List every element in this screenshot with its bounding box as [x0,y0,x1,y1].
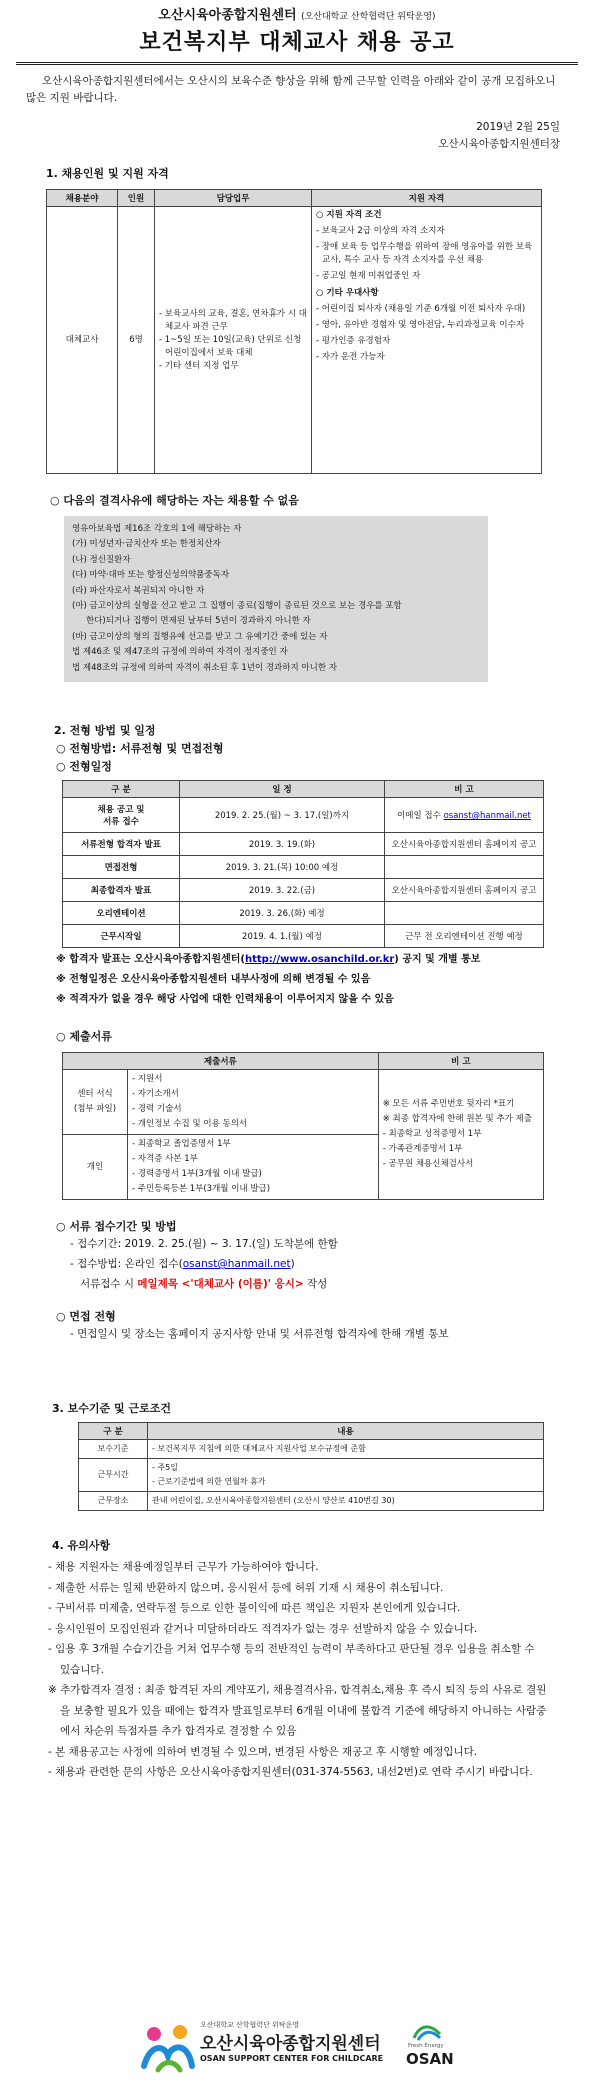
schedule-col-date: 일 정 [180,781,385,798]
schedule-remark [385,856,544,879]
notice-title: 보건복지부 대체교사 채용 공고 [139,30,455,55]
conditions-header-row [79,1423,544,1440]
doc-item: - 자기소개서 [132,1089,179,1100]
schedule-date: 2019. 3. 26.(화) 예정 [180,902,385,925]
notice-issuer: 오산시육아종합지원센터장 [438,138,560,150]
org-note: (오산대학교 산학협력단 위탁운영) [301,12,436,22]
submission-title: ○ 서류 접수기간 및 방법 [56,1220,177,1234]
child-figure-icon [140,2022,196,2074]
osan-city-symbol-icon [412,2022,442,2042]
conditions-col-content: 내용 [148,1423,544,1440]
subject-post: 작성 [303,1278,328,1291]
disq-line: (나) 정신질환자 [72,554,131,565]
method-text-end: ) [290,1258,295,1271]
schedule-date: 2019. 4. 1.(월) 예정 [180,925,385,948]
submission-period: - 접수기간: 2019. 2. 25.(월) ~ 3. 17.(일) 도착분에 한함 [70,1238,338,1251]
recruit-header-row [47,190,542,207]
condition-line: - 근로기준법에 의한 연월차 휴가 [152,1477,266,1487]
col-duties: 담당업무 [155,190,312,207]
selection-method: ○ 전형방법: 서류전형 및 면접전형 [56,742,224,756]
logo-name: 오산시육아종합지원센터 [200,2034,381,2054]
notice-item: - 제출한 서류는 일체 반환하지 않으며, 응시원서 등에 허위 기재 시 채용이 취소됩니다. [48,1581,444,1594]
recruit-row [47,207,542,474]
pref-item: - 자가 운전 가능자 [316,352,385,362]
doc-group-items [128,1135,379,1200]
notice-item: - 채용 지원자는 채용예정일부터 근무가 가능하여야 합니다. [48,1561,319,1574]
conditions-row [79,1492,544,1511]
notice-date: 2019년 2월 25일 [476,121,560,133]
interview-title: ○ 면접 전형 [56,1310,116,1324]
schedule-notes [56,950,594,1010]
doc-remark: ※ 최종 합격자에 한해 원본 및 추가 제출 [382,1114,532,1125]
documents-col-docs: 제출서류 [63,1053,379,1070]
disq-line: 법 제46조 및 제47조의 규정에 의하여 자격이 정지중인 자 [72,647,288,658]
schedule-category: 오리엔테이션 [63,902,180,925]
field-cell: 대체교사 [47,207,118,474]
notice-item: ※ 추가합격자 결정 : 최종 합격된 자의 계약포기, 채용결격사유, 합격취소,채용 후 즉시 퇴직 등의 사유로 결원을 보충할 필요가 있을 때에는 합격자 발표일로부터 6개월 이내에 불합격 기준에 해당하지 아니하는 사람중에서 차순위 득점자를 추가 합격자로 결정할 수 있음 [48,1684,547,1738]
condition-line: - 주5일 [152,1463,178,1473]
req-title: ○ 지원 자격 조건 [316,210,382,220]
note-no-hire: ※ 적격자가 없을 경우 해당 사업에 대한 인력채용이 이루어지지 않을 수 있음 [56,994,394,1006]
doc-item: - 개인정보 수집 및 이용 동의서 [132,1119,248,1130]
schedule-header-row [63,781,544,798]
condition-value: 관내 어린이집, 오산시육아종합지원센터 (오산시 양산로 410번길 30) [148,1492,544,1511]
documents-col-remark: 비 고 [378,1053,543,1070]
documents-row-center [63,1070,544,1135]
doc-group-label: 개인 [63,1135,128,1200]
schedule-date: 2019. 3. 19.(화) [180,833,385,856]
section-4-title: 4. 유의사항 [52,1539,111,1553]
doc-remark: - 최종학교 성적증명서 1부 [382,1129,482,1140]
count-cell: 6명 [118,207,155,474]
col-requirements: 지원 자격 [312,190,542,207]
logo-english: OSAN SUPPORT CENTER FOR CHILDCARE [200,2054,384,2063]
col-count: 인원 [118,190,155,207]
intro-paragraph: 오산시육아종합지원센터에서는 오산시의 보육수준 향상을 위해 함께 근무할 인력을 아래와 같이 공개 모집하오니 많은 지원 바랍니다. [26,75,556,104]
schedule-title: ○ 전형일정 [56,760,112,774]
method-text: - 접수방법: 온라인 접수( [70,1258,183,1271]
section-1-title: 1. 채용인원 및 지원 자격 [46,167,169,180]
pref-item: - 평가인증 유경험자 [316,336,391,346]
doc-item: - 경력 기술서 [132,1104,182,1115]
req-item: - 공고일 현재 미취업중인 자 [316,271,421,281]
recruit-table [46,189,542,474]
pref-title: ○ 기타 우대사항 [316,288,379,298]
documents-remarks [378,1070,543,1200]
city-slogan: Fresh Energy [408,2043,444,2049]
doc-item: - 주민등록등본 1부(3개월 이내 발급) [132,1184,271,1195]
title-divider [16,62,578,65]
schedule-date: 2019. 2. 25.(월) ~ 3. 17.(일)까지 [180,798,385,833]
website-link[interactable]: http://www.osanchild.or.kr [244,954,395,966]
pref-item: - 영아, 유아반 경험자 및 영아전담, 누리과정교육 이수자 [316,320,525,330]
disq-line: 한다)되거나 집행이 면제된 날부터 5년이 경과하지 아니한 자 [86,616,311,627]
duties-cell [155,207,312,474]
schedule-col-remark: 비 고 [385,781,544,798]
schedule-date: 2019. 3. 21.(목) 10:00 예정 [180,856,385,879]
notice-date-block [0,119,560,153]
notice-item: - 본 채용공고는 사정에 의하여 변경될 수 있으며, 변경된 사항은 재공고 후 시행할 예정입니다. [48,1745,478,1758]
conditions-col-category: 구 분 [79,1423,148,1440]
doc-remark: - 공무원 채용신체검사서 [382,1159,474,1170]
schedule-remark: 이메일 접수 osanst@hanmail.net [385,798,544,833]
center-logo [140,2018,460,2076]
doc-group-label: 센터 서식 (첨부 파일) [63,1070,128,1135]
documents-header-row [63,1053,544,1070]
city-name: OSAN [406,2050,454,2068]
notice-item: - 채용과 관련한 문의 사항은 오산시육아종합지원센터(031-374-5563, 내선2번)로 연락 주시기 바랍니다. [48,1766,533,1779]
schedule-remark: 근무 전 오리엔테이션 진행 예정 [385,925,544,948]
condition-key: 근무장소 [79,1492,148,1511]
conditions-row [79,1459,544,1492]
logo-small-text: 오산대학교 산학협력단 위탁운영 [200,2021,300,2029]
notice-item: - 구비서류 미제출, 연락두절 등으로 인한 불이익에 따른 책임은 지원자 본인에게 있습니다. [48,1602,461,1615]
doc-remark: ※ 모든 서류 주민번호 뒷자리 *표기 [382,1099,515,1110]
subject-pre: 서류접수 시 [80,1278,138,1291]
schedule-row [63,879,544,902]
org-name: 오산시육아종합지원센터 [158,8,297,23]
disq-line: (마) 금고이상의 실형을 선고 받고 그 집행이 종료(집행이 종료된 것으로 보는 경우를 포함 [72,601,402,612]
notice-items [48,1557,548,1783]
notice-item: - 응시인원이 모집인원과 같거나 미달하더라도 적격자가 없는 경우 선발하지 않을 수 있습니다. [48,1622,478,1635]
doc-item: - 경력증명서 1부(3개월 이내 발급) [132,1169,262,1180]
schedule-category: 면접전형 [63,856,180,879]
doc-group-items [128,1070,379,1135]
submission-email-link[interactable]: osanst@hanmail.net [182,1258,291,1271]
doc-remark: - 가족관계증명서 1부 [382,1144,463,1155]
pref-item: - 어린이집 퇴사자 (채용일 기준 6개월 이전 퇴사자 우대) [316,304,526,314]
duty-item: - 기타 센터 지정 업무 [159,360,239,371]
req-item: - 보육교사 2급 이상의 자격 소지자 [316,226,445,236]
disq-line: (다) 마약·대마 또는 향정신성의약품중독자 [72,570,230,581]
condition-value: - 보건복지부 지침에 의한 대체교사 지원사업 보수규정에 준함 [148,1440,544,1459]
email-subject-instruction [70,1274,540,1294]
disq-line: (가) 미성년자·금치산자 또는 한정치산자 [72,539,221,550]
disq-line: 영유아보육법 제16조 각호의 1에 해당하는 자 [72,524,242,534]
req-item: - 장애 보육 등 업무수행을 위하여 장애 영유아를 위한 보육교사, 특수 교사 등 자격 소지자를 우선 채용 [316,242,533,265]
interview-text: - 면접일시 및 장소는 홈페이지 공지사항 안내 및 서류전형 합격자에 한해 개별 통보 [70,1328,449,1341]
duty-item: - 1~5일 또는 10일(교육) 단위로 신청 어린이집에서 보육 대체 [159,334,302,358]
schedule-col-category: 구 분 [63,781,180,798]
schedule-row [63,902,544,925]
center-name-header [0,0,594,23]
schedule-remark: 오산시육아종합지원센터 홈페이지 공고 [385,833,544,856]
subject-format: 메일제목 <'대체교사 (이름)' 응시> [137,1278,304,1291]
schedule-date: 2019. 3. 22.(금) [180,879,385,902]
schedule-row [63,833,544,856]
submission-details [70,1234,540,1294]
schedule-remark: 오산시육아종합지원센터 홈페이지 공고 [385,879,544,902]
conditions-row [79,1440,544,1459]
note-schedule-change: ※ 전형일정은 오산시육아종합지원센터 내부사정에 의해 변경될 수 있음 [56,974,371,986]
notice-item: - 임용 후 3개월 수습기간을 거쳐 업무수행 등의 전반적인 능력이 부족하다고 판단될 경우 임용을 취소할 수 있습니다. [48,1643,535,1676]
schedule-category: 서류전형 합격자 발표 [63,833,180,856]
submission-method [70,1254,540,1274]
email-link[interactable]: osanst@hanmail.net [443,811,531,822]
disq-line: 법 제48조의 규정에 의하여 자격이 취소된 후 1년이 경과하지 아니한 자 [72,662,337,673]
condition-key: 근무시간 [79,1459,148,1492]
conditions-table [78,1422,544,1511]
schedule-remark [385,902,544,925]
section-2-title: 2. 전형 방법 및 일정 [54,724,156,738]
schedule-category: 최종합격자 발표 [63,879,180,902]
doc-item: - 최종학교 졸업증명서 1부 [132,1139,231,1150]
col-field: 채용분야 [47,190,118,207]
disqualification-box [64,516,488,682]
disqualification-title: ○ 다음의 결격사유에 해당하는 자는 채용할 수 없음 [50,494,299,507]
schedule-row [63,856,544,879]
disq-line: (바) 금고이상의 형의 집행유예 선고를 받고 그 유예기간 중에 있는 자 [72,631,328,642]
schedule-category: 근무시작일 [63,925,180,948]
schedule-row [63,798,544,833]
schedule-category: 채용 공고 및 서류 접수 [63,798,180,833]
note-announcement: ※ 합격자 발표는 오산시육아종합지원센터(http://www.osanchild.or.kr) 공지 및 개별 통보 [56,954,481,966]
section-3-title: 3. 보수기준 및 근로조건 [52,1402,171,1416]
doc-item: - 자격증 사본 1부 [132,1154,198,1165]
duty-item: - 보육교사의 교육, 결혼, 연차휴가 시 대체교사 파견 근무 [159,308,307,332]
condition-key: 보수기준 [79,1440,148,1459]
condition-value [148,1459,544,1492]
documents-table [62,1052,544,1200]
disq-line: (라) 파산자로서 복권되지 아니한 자 [72,585,205,596]
doc-item: - 지원서 [132,1074,163,1085]
schedule-table [62,780,544,948]
schedule-row [63,925,544,948]
requirements-cell [312,207,542,474]
documents-title: ○ 제출서류 [56,1030,112,1044]
